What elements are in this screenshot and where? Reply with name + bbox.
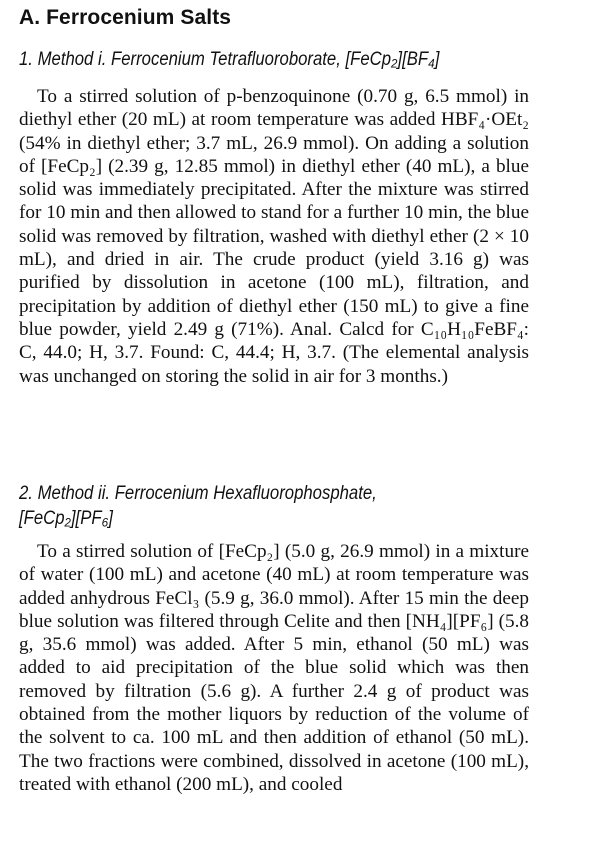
section-heading: A. Ferrocenium Salts [19, 6, 232, 29]
method1-title: 1. Method i. Ferrocenium Tetrafluoroborate, [FeCp₂][BF₄] [19, 49, 440, 70]
method2-paragraph: To a stirred solution of [FeCp₂] (5.0 g, 26.9 mmol) in a mixture of water (100 mL) and acetone (40 mL) at room temperature was added anhydrous FeCl₃ (5.9 g, 36.0 mmol). After 15 min the deep blue solution was filtered through Celite and then [NH₄][PF₆] (5.8 g, 35.6 mmol) was added. After 5 min, ethanol (50 mL) was added to aid precipitation of the blue solid which was then removed by filtration (5.6 g). A further 2.4 g of product was obtained from the mother liquors by reduction of the volume of the solvent to ca. 100 mL and then addition of ethanol (50 mL). The two fractions were combined, dissolved in acetone (100 mL), treated with ethanol (200 mL), and cooled [19, 541, 529, 795]
method1-paragraph: To a stirred solution of p-benzoquinone (0.70 g, 6.5 mmol) in diethyl ether (20 mL) at room temperature was added HBF₄·OEt₂ (54% in diethyl ether; 3.7 mL, 26.9 mmol). On adding a solution of [FeCp₂] (2.39 g, 12.85 mmol) in diethyl ether (40 mL), a blue solid was immediately precipitated. After the mixture was stirred for 10 min and then allowed to stand for a further 10 min, the blue solid was removed by filtration, washed with diethyl ether (2 × 10 mL), and dried in air. The crude product (yield 3.16 g) was purified by dissolution in acetone (100 mL), filtration, and precipitation by addition of diethyl ether (150 mL) to give a fine blue powder, yield 2.49 g (71%). Anal. Calcd for C₁₀H₁₀FeBF₄: C, 44.0; H, 3.7. Found: C, 44.4; H, 3.7. (The elemental analysis was unchanged on storing the solid in air for 3 months.) [19, 86, 529, 387]
method2-title-line1: 2. Method ii. Ferrocenium Hexafluorophosphate, [19, 483, 377, 504]
method2-title-line2: [FeCp₂][PF₆] [19, 508, 113, 529]
